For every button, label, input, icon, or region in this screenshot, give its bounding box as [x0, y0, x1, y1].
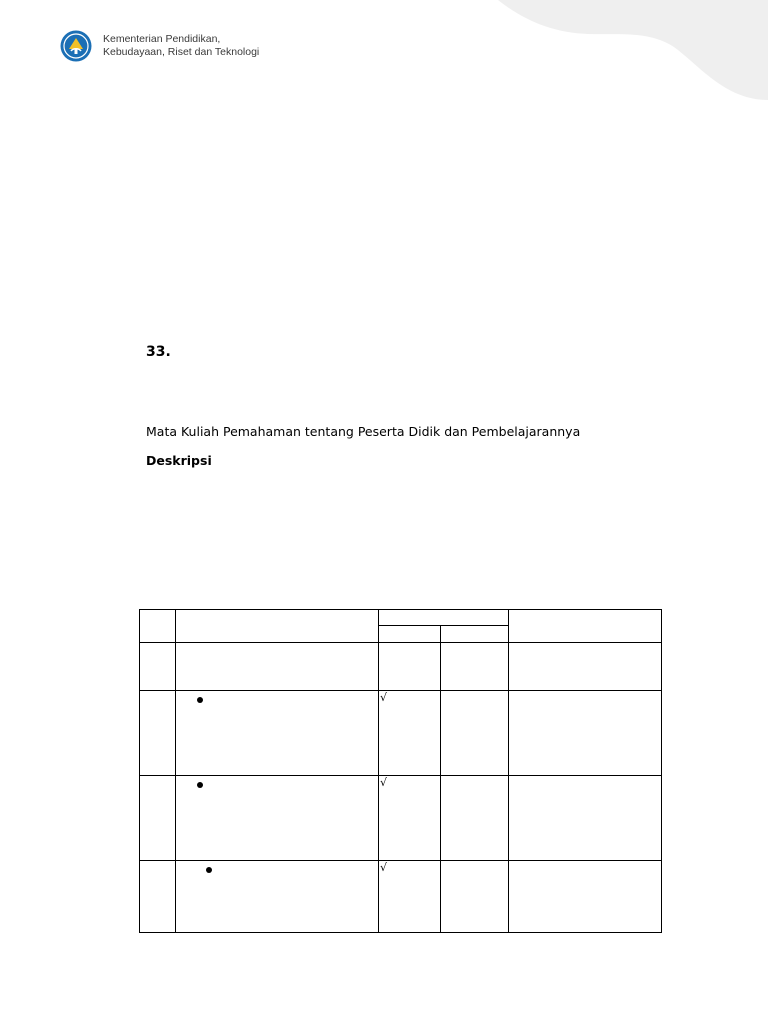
- check-mark: √: [380, 691, 388, 704]
- table-cell: [176, 691, 379, 776]
- table-cell: [176, 861, 379, 933]
- table-cell: [509, 643, 662, 691]
- section-number: 33.: [146, 344, 171, 360]
- table-cell: [379, 691, 441, 776]
- table-cell: [140, 776, 176, 861]
- header-cell: [379, 610, 509, 626]
- check-mark: √: [380, 776, 388, 789]
- table-row: [140, 776, 662, 861]
- check-mark: √: [380, 861, 388, 874]
- table-row: [140, 861, 662, 933]
- table-cell: [379, 643, 441, 691]
- table-row: [140, 643, 662, 691]
- header-cell: [140, 610, 176, 643]
- subheader-cell: [379, 626, 441, 643]
- tut-wuri-handayani-emblem-icon: [60, 30, 92, 62]
- bullet-point: [206, 867, 212, 873]
- table-cell: [441, 776, 509, 861]
- ministry-name: [103, 33, 259, 59]
- header-decoration: [498, 0, 768, 110]
- table-cell: [140, 643, 176, 691]
- table-cell: [140, 861, 176, 933]
- header-cell: [176, 610, 379, 643]
- course-title: Mata Kuliah Pemahaman tentang Peserta Didik dan Pembelajarannya: [146, 424, 581, 439]
- table-cell: [441, 861, 509, 933]
- table-cell: [509, 861, 662, 933]
- table-cell: [176, 776, 379, 861]
- table-cell: [176, 643, 379, 691]
- table-cell: [379, 776, 441, 861]
- table-cell: [509, 776, 662, 861]
- table-header-row: [140, 610, 662, 626]
- bullet-point: [197, 697, 203, 703]
- ministry-name-line2: Kebudayaan, Riset dan Teknologi: [103, 46, 260, 58]
- header-cell: [509, 610, 662, 643]
- description-heading: Deskripsi: [146, 453, 212, 468]
- table-cell: [140, 691, 176, 776]
- bullet-point: [197, 782, 203, 788]
- table-row: [140, 691, 662, 776]
- table-cell: [379, 861, 441, 933]
- subheader-cell: [441, 626, 509, 643]
- table-cell: [509, 691, 662, 776]
- table-cell: [441, 691, 509, 776]
- ministry-logo: [60, 30, 259, 62]
- course-table: [139, 609, 662, 933]
- ministry-name-line1: Kementerian Pendidikan,: [103, 33, 221, 45]
- table-cell: [441, 643, 509, 691]
